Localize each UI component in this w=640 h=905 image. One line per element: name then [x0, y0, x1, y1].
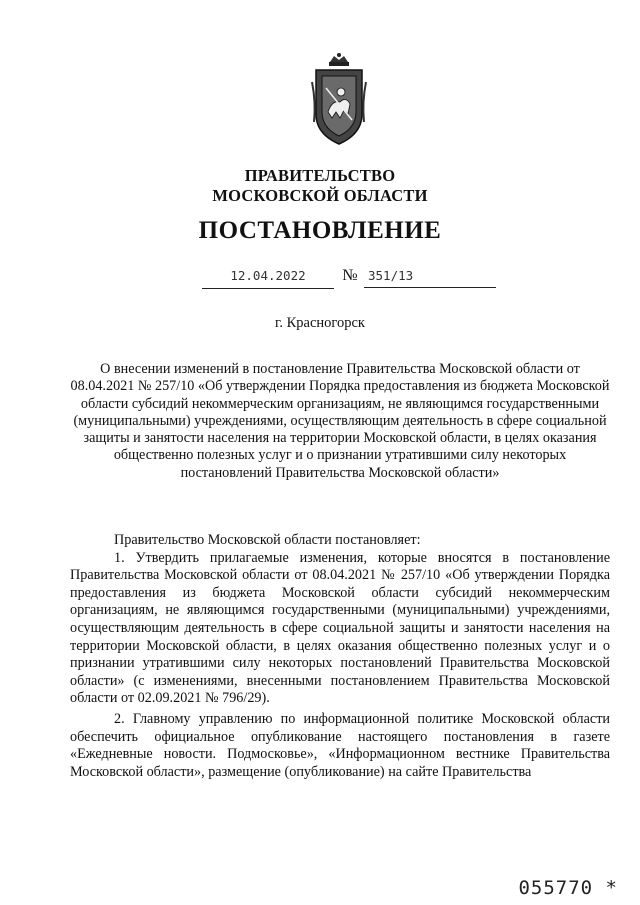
number-sign: № — [342, 267, 358, 284]
document-type-title: ПОСТАНОВЛЕНИЕ — [198, 217, 442, 244]
government-name-line1: ПРАВИТЕЛЬСТВО — [244, 166, 396, 185]
decree-subject: О внесении изменений в постановление Правительства Московской области от 08.04.2021 № 257/10 «Об утверждении Порядка предоставления из бюджета Московской области субсидий некоммерческим организациям, не являющимся государственными (муниципальными) учреждениями, осуществляющим деятельность в сфере социальной защиты и занятости населения на территории Московской области, в целях оказания общественно полезных услуг и о признании утратившими силу некоторых постановлений Правительства Московской области» — [70, 361, 610, 481]
serial-number-stamp: 055770 * — [518, 877, 618, 899]
government-name-line2: МОСКОВСКОЙ ОБЛАСТИ — [212, 186, 428, 205]
body-paragraph-2: 2. Главному управлению по информационной политике Московской области обеспечить официальное опубликование настоящего постановления в газете «Ежедневные новости. Подмосковье», «Информационном вестнике Правительства Московской области», размещение (опубликование) на сайте Правительства — [70, 710, 610, 780]
city-name: г. Красногорск — [275, 315, 365, 331]
decree-number: 351/13 — [364, 266, 496, 288]
decree-date: 12.04.2022 — [202, 266, 334, 289]
body-intro: Правительство Московской области постановляет: — [114, 532, 421, 548]
decree-body — [70, 532, 610, 781]
moscow-oblast-coat-of-arms-icon — [310, 52, 368, 148]
body-paragraph-1: 1. Утвердить прилагаемые изменения, которые вносятся в постановление Правительства Московской области от 08.04.2021 № 257/10 «Об утверждении Порядка предоставления из бюджета Московской области субсидий некоммерческим организациям, не являющимся государственными (муниципальными) учреждениями, осуществляющим деятельность в сфере социальной защиты и занятости населения на территории Московской области, в целях оказания общественно полезных услуг и о признании утратившими силу некоторых постановлений Правительства Московской области» (с изменениями, внесенными постановлением Правительства Московской области от 02.09.2021 № 796/29). — [70, 549, 610, 707]
